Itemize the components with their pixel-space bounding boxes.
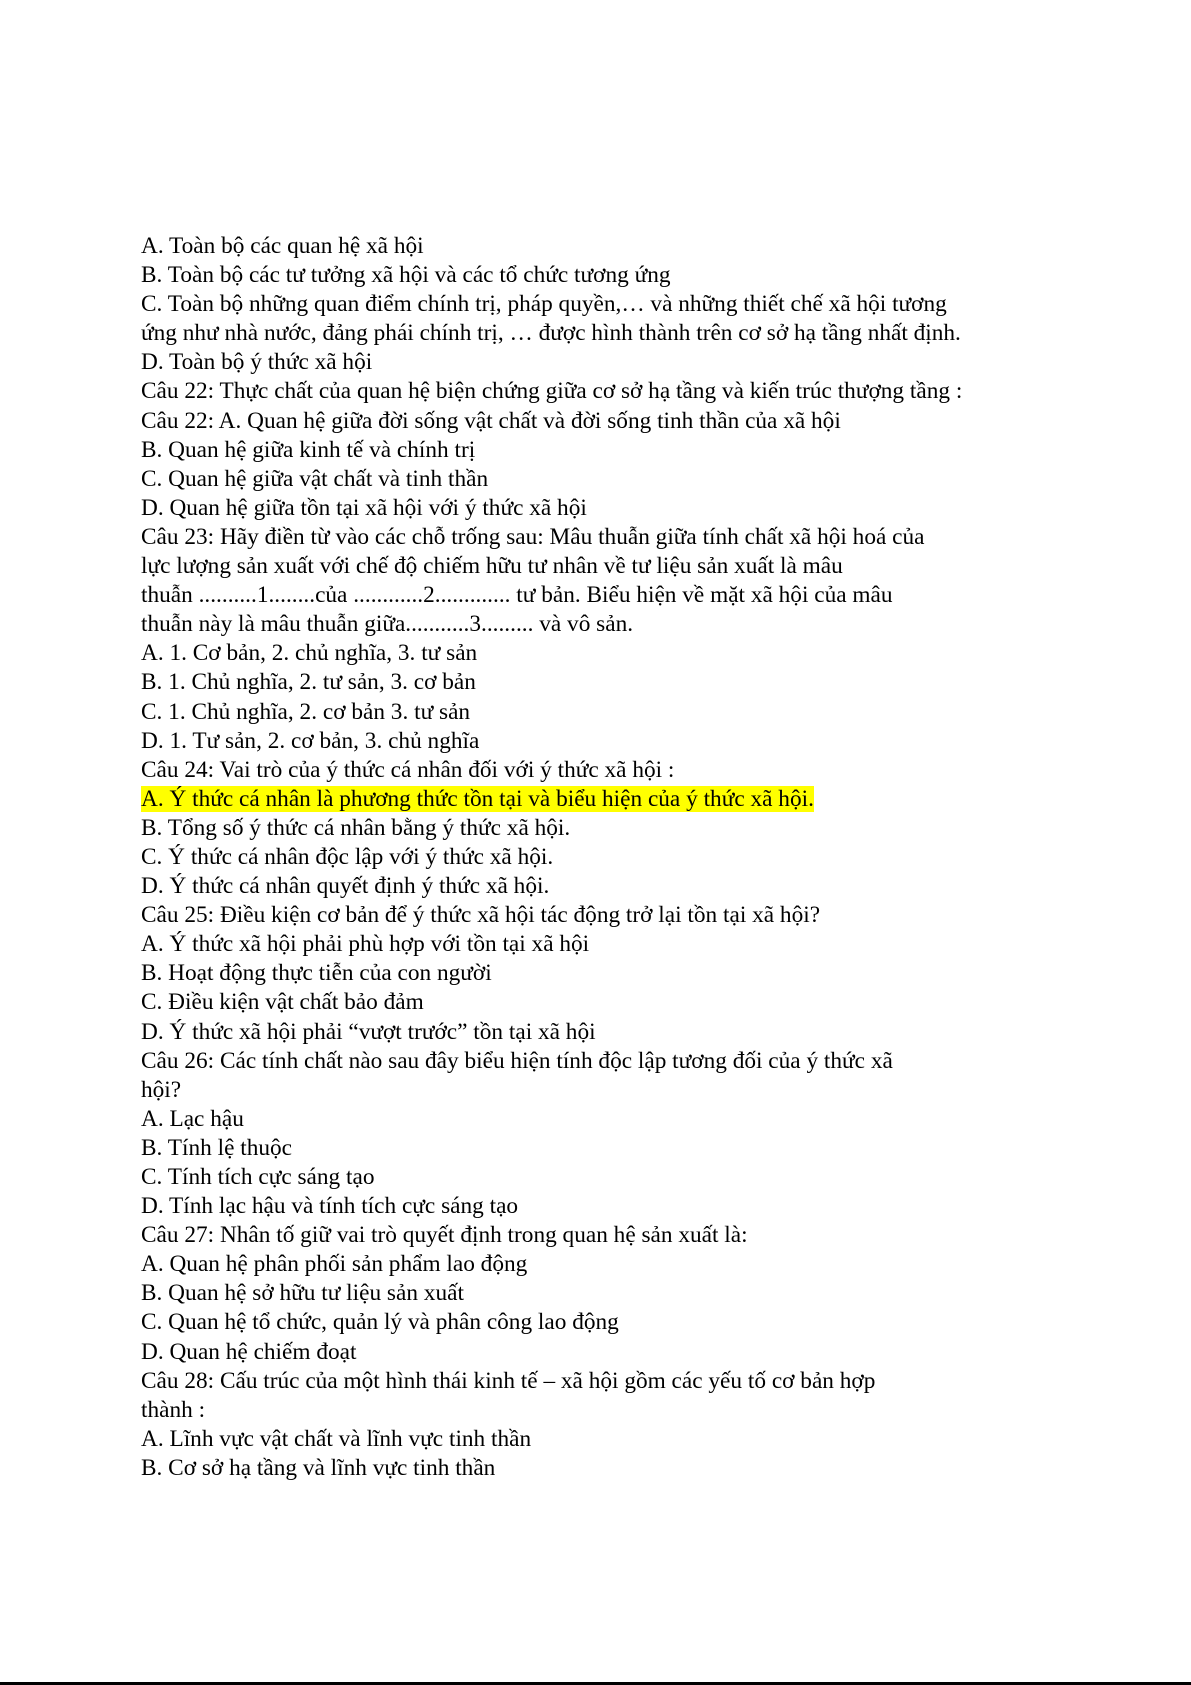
text-line: A. Quan hệ phân phối sản phẩm lao động bbox=[141, 1251, 528, 1278]
text-line: lực lượng sản xuất với chế độ chiếm hữu tư nhân về tư liệu sản xuất là mâu bbox=[141, 553, 843, 580]
text-line: B. Quan hệ giữa kinh tế và chính trị bbox=[141, 436, 476, 463]
highlight-mark: A. Ý thức cá nhân là phương thức tồn tại và biểu hiện của ý thức xã hội. bbox=[141, 785, 814, 812]
question-heading: Câu 23: Hãy điền từ vào các chỗ trống sau: Mâu thuẫn giữa tính chất xã hội hoá của bbox=[141, 523, 925, 550]
text-line: D. Toàn bộ ý thức xã hội bbox=[141, 349, 373, 376]
text-line: ứng như nhà nước, đảng phái chính trị, … được hình thành trên cơ sở hạ tầng nhất định. bbox=[141, 320, 961, 347]
text-line: D. Tính lạc hậu và tính tích cực sáng tạo bbox=[141, 1193, 519, 1220]
question-heading: Câu 24: Vai trò của ý thức cá nhân đối với ý thức xã hội : bbox=[141, 756, 675, 783]
text-line: A. Lĩnh vực vật chất và lĩnh vực tinh thần bbox=[141, 1425, 532, 1452]
text-line: D. Ý thức cá nhân quyết định ý thức xã hội. bbox=[141, 873, 550, 900]
text-line: B. Tổng số ý thức cá nhân bằng ý thức xã hội. bbox=[141, 814, 571, 841]
text-line: C. Điều kiện vật chất bảo đảm bbox=[141, 989, 424, 1016]
text-line: B. Tính lệ thuộc bbox=[141, 1134, 292, 1161]
text-line: D. Ý thức xã hội phải “vượt trước” tồn tại xã hội bbox=[141, 1018, 596, 1045]
text-line: B. 1. Chủ nghĩa, 2. tư sản, 3. cơ bản bbox=[141, 669, 476, 696]
question-heading: Câu 28: Cấu trúc của một hình thái kinh tế – xã hội gồm các yếu tố cơ bản hợp bbox=[141, 1367, 876, 1394]
text-line: thành : bbox=[141, 1396, 206, 1423]
question-heading: Câu 22: Thực chất của quan hệ biện chứng giữa cơ sở hạ tầng và kiến trúc thượng tầng : bbox=[141, 378, 963, 405]
text-line: A. Ý thức xã hội phải phù hợp với tồn tại xã hội bbox=[141, 931, 590, 958]
text-line: C. Toàn bộ những quan điểm chính trị, pháp quyền,… và những thiết chế xã hội tương bbox=[141, 291, 947, 318]
text-line: D. Quan hệ chiếm đoạt bbox=[141, 1338, 357, 1365]
highlighted-answer bbox=[141, 785, 1061, 814]
text-line: D. 1. Tư sản, 2. cơ bản, 3. chủ nghĩa bbox=[141, 727, 480, 754]
text-line: thuẫn ..........1........của ............2............. tư bản. Biểu hiện về mặt xã hội của mâu bbox=[141, 582, 893, 609]
text-line: B. Quan hệ sở hữu tư liệu sản xuất bbox=[141, 1280, 464, 1307]
text-line: C. Ý thức cá nhân độc lập với ý thức xã hội. bbox=[141, 843, 554, 870]
question-heading: Câu 26: Các tính chất nào sau đây biểu hiện tính độc lập tương đối của ý thức xã bbox=[141, 1047, 893, 1074]
text-line: D. Quan hệ giữa tồn tại xã hội với ý thức xã hội bbox=[141, 494, 587, 521]
text-line: A. 1. Cơ bản, 2. chủ nghĩa, 3. tư sản bbox=[141, 640, 478, 667]
text-line: C. 1. Chủ nghĩa, 2. cơ bản 3. tư sản bbox=[141, 698, 471, 725]
question-heading: Câu 25: Điều kiện cơ bản để ý thức xã hội tác động trở lại tồn tại xã hội? bbox=[141, 902, 821, 929]
document-body bbox=[141, 232, 1061, 1483]
text-line: C. Quan hệ tổ chức, quản lý và phân công lao động bbox=[141, 1309, 619, 1336]
text-line: B. Hoạt động thực tiễn của con người bbox=[141, 960, 492, 987]
text-line: C. Quan hệ giữa vật chất và tinh thần bbox=[141, 465, 489, 492]
text-line: Câu 22: A. Quan hệ giữa đời sống vật chất và đời sống tinh thần của xã hội bbox=[141, 407, 841, 434]
text-line: B. Cơ sở hạ tầng và lĩnh vực tinh thần bbox=[141, 1454, 496, 1481]
question-heading: Câu 27: Nhân tố giữ vai trò quyết định trong quan hệ sản xuất là: bbox=[141, 1222, 748, 1249]
text-line: A. Lạc hậu bbox=[141, 1105, 244, 1132]
text-line: A. Toàn bộ các quan hệ xã hội bbox=[141, 233, 424, 259]
text-line: C. Tính tích cực sáng tạo bbox=[141, 1164, 375, 1190]
text-line: thuẫn này là mâu thuẫn giữa...........3......... và vô sản. bbox=[141, 611, 634, 638]
text-line: hội? bbox=[141, 1076, 182, 1103]
text-line: B. Toàn bộ các tư tưởng xã hội và các tổ chức tương ứng bbox=[141, 262, 671, 289]
